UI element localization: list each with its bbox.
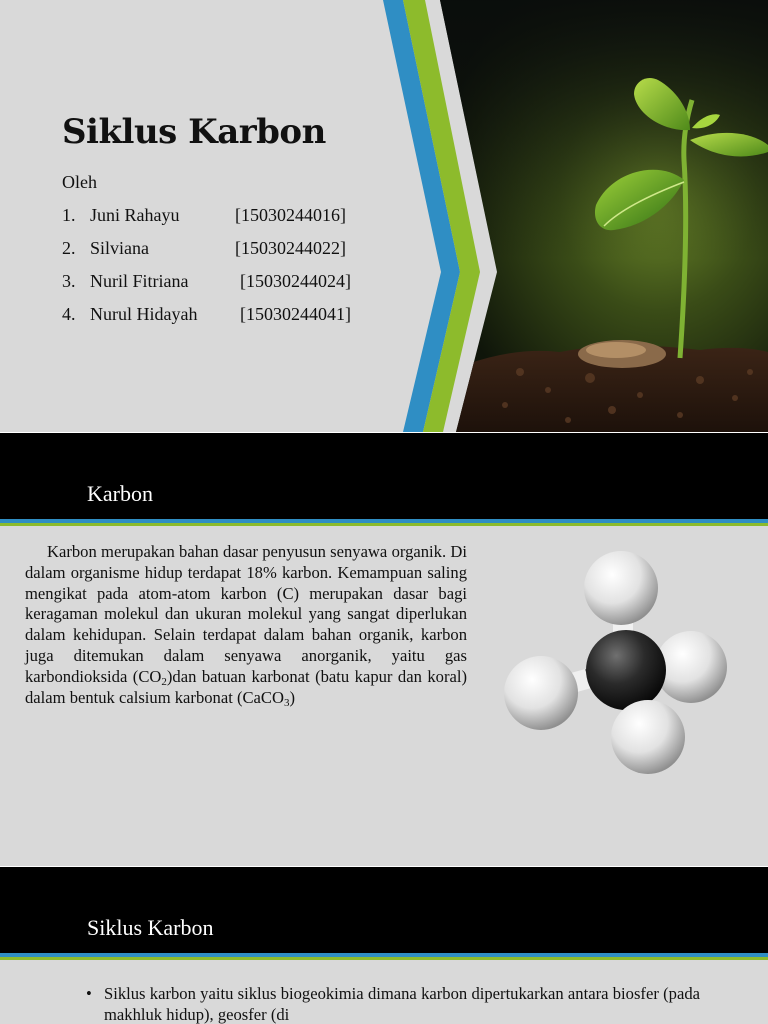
paragraph-text: ): [289, 687, 296, 707]
bullet-item: [86, 984, 700, 1024]
author-number: 3.: [62, 271, 76, 291]
karbon-slide: [0, 433, 768, 866]
slide-header: [0, 433, 768, 519]
header-stripe-green: [0, 957, 768, 960]
author-id: [15030244016]: [235, 205, 346, 225]
bullet-marker: •: [86, 984, 92, 1003]
author-id: [15030244022]: [235, 238, 346, 258]
title-slide: [0, 0, 768, 432]
methane-molecule-image: [500, 541, 736, 777]
author-id: [15030244024]: [240, 271, 351, 291]
slide-header: [0, 867, 768, 953]
subscript: 3: [283, 696, 290, 709]
author-number: 2.: [62, 238, 76, 258]
author-name: Juni Rahayu: [90, 205, 180, 225]
slide-heading: Karbon: [87, 481, 153, 506]
subscript: 2: [161, 675, 167, 688]
author-label: Oleh: [62, 172, 97, 192]
siklus-karbon-slide: [0, 867, 768, 1024]
author-id: [15030244041]: [240, 304, 351, 324]
header-stripe-green: [0, 523, 768, 526]
paragraph-text: )dan batuan karbonat (batu kapur dan koral) dalam bentuk calsium karbonat (CaCO: [25, 666, 467, 707]
karbon-paragraph: [25, 542, 467, 708]
author-number: 1.: [62, 205, 76, 225]
author-name: Silviana: [90, 238, 149, 258]
bullet-text: Siklus karbon yaitu siklus biogeokimia dimana karbon dipertukarkan antara biosfer (pada makhluk hidup), geosfer (di: [104, 984, 700, 1024]
author-number: 4.: [62, 304, 76, 324]
paragraph-text: Karbon merupakan bahan dasar penyusun senyawa organik. Di dalam organisme hidup terdapat 18% karbon. Kemampuan saling mengikat pada atom-atom karbon (C) merupakan dasar bagi keragaman molekul dan ukuran molekul yang sangat diperlukan dalam kehidupan. Selain terdapat dalam bahan organik, karbon juga ditemukan dalam senyawa anorganik, yaitu gas karbondioksida (CO: [25, 542, 467, 686]
author-name: Nurul Hidayah: [90, 304, 198, 324]
slide-heading: Siklus Karbon: [87, 915, 214, 940]
presentation-title: Siklus Karbon: [62, 112, 326, 152]
author-name: Nuril Fitriana: [90, 271, 189, 291]
